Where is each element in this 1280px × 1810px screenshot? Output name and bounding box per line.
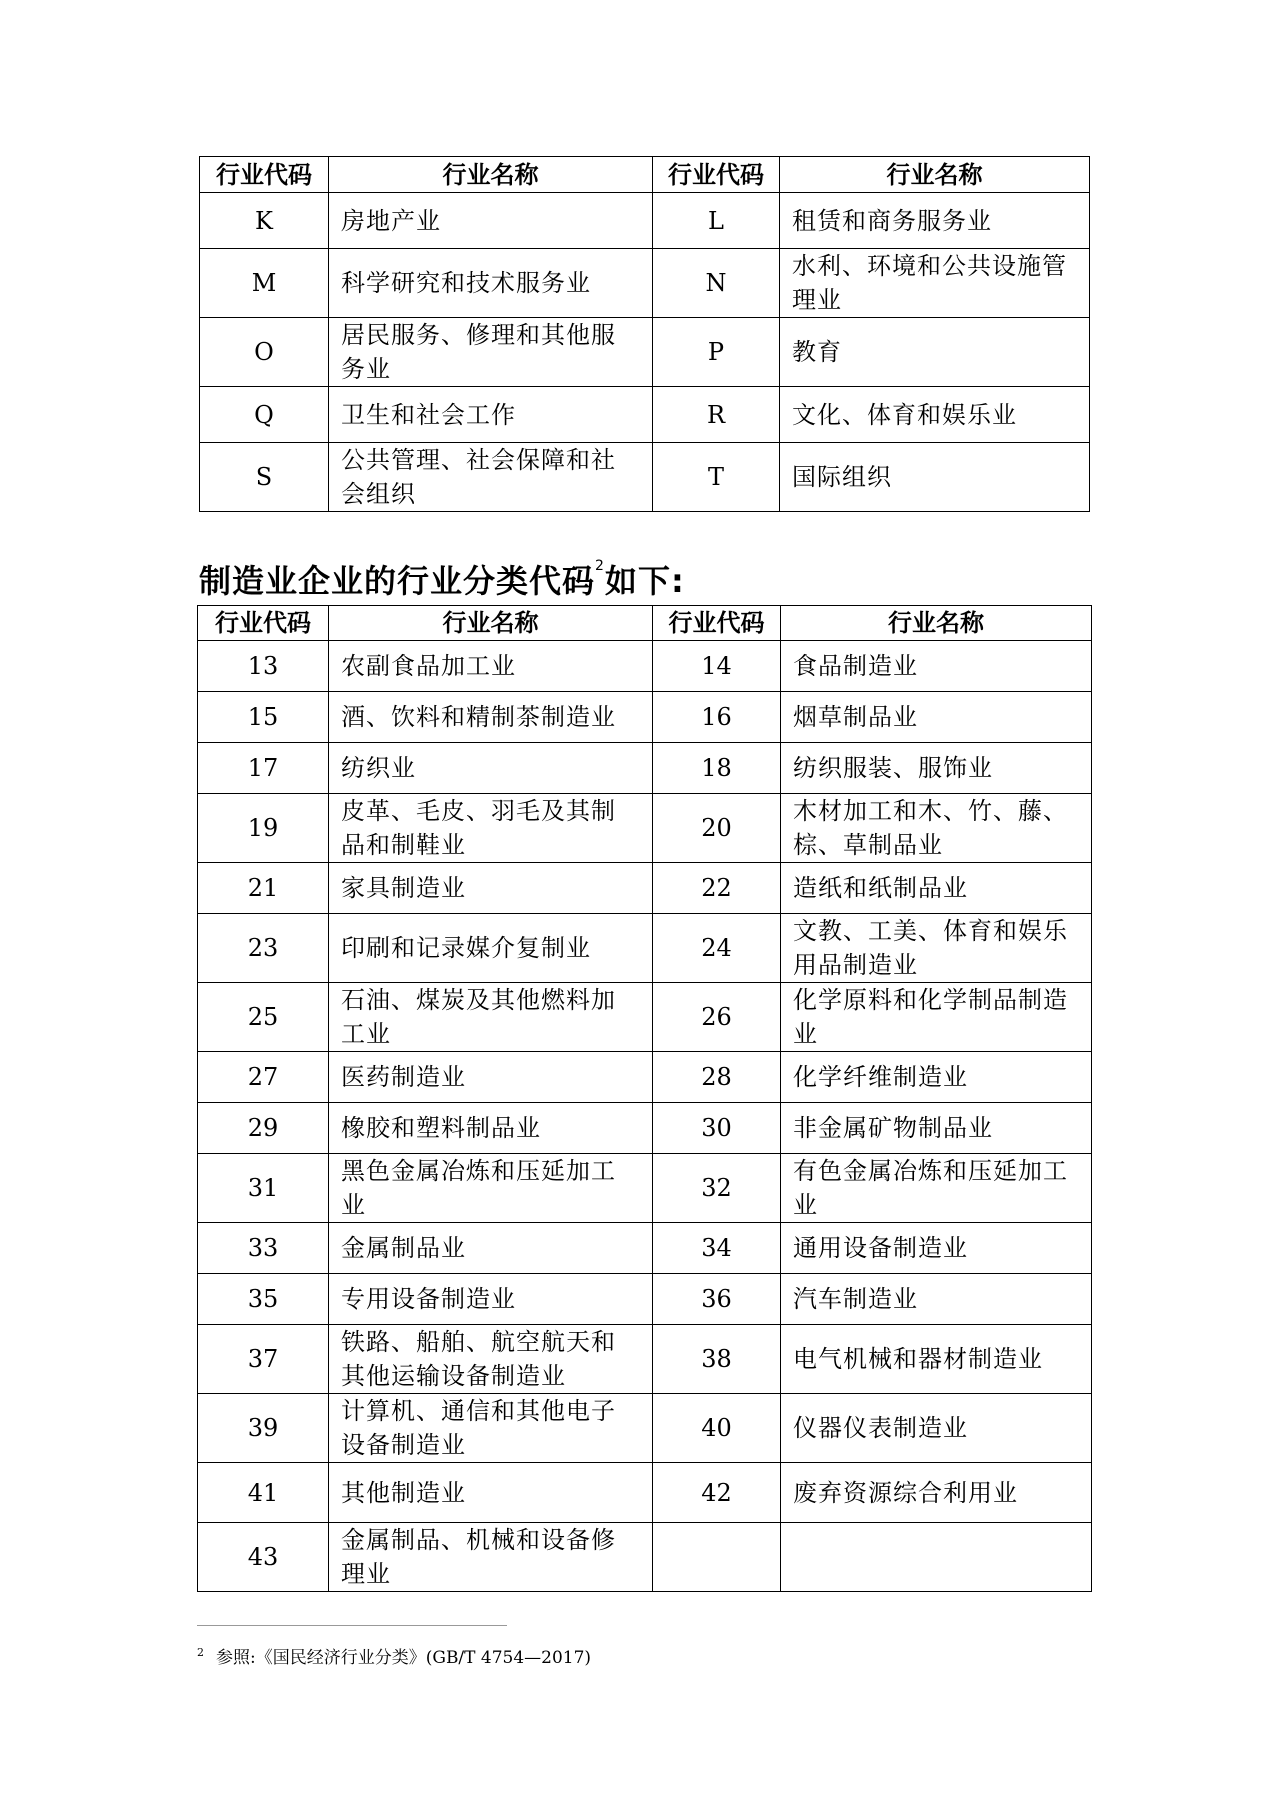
- table-row: [198, 1394, 1092, 1463]
- industry-name-cell: 酒、饮料和精制茶制造业: [329, 692, 653, 743]
- industry-code-cell: 33: [198, 1223, 329, 1274]
- table-row: [198, 1223, 1092, 1274]
- industry-name-cell: 废弃资源综合利用业: [781, 1463, 1092, 1523]
- industry-name-cell: 橡胶和塑料制品业: [329, 1103, 653, 1154]
- table-row: [198, 641, 1092, 692]
- industry-name-cell: 教育: [780, 318, 1090, 387]
- industry-name-cell: 仪器仪表制造业: [781, 1394, 1092, 1463]
- industry-name-cell: 水利、环境和公共设施管理业: [780, 249, 1090, 318]
- industry-code-cell: L: [653, 193, 780, 249]
- industry-code-cell: 17: [198, 743, 329, 794]
- industry-name-cell: 铁路、船舶、航空航天和其他运输设备制造业: [329, 1325, 653, 1394]
- footnote-text: 参照:《国民经济行业分类》(GB/T 4754—2017): [216, 1648, 592, 1668]
- industry-name-cell: 纺织服装、服饰业: [781, 743, 1092, 794]
- industry-code-cell: 22: [653, 863, 781, 914]
- industry-code-cell: T: [653, 443, 780, 512]
- heading-suffix: 如下:: [604, 562, 685, 600]
- table-row: [198, 983, 1092, 1052]
- table-header-row: [200, 157, 1090, 193]
- industry-code-cell: 36: [653, 1274, 781, 1325]
- heading-text: 制造业企业的行业分类代码: [199, 562, 596, 600]
- industry-name-cell: 有色金属冶炼和压延加工业: [781, 1154, 1092, 1223]
- industry-code-cell: R: [653, 387, 780, 443]
- industry-name-cell: 农副食品加工业: [329, 641, 653, 692]
- footnote-ref: 2: [595, 558, 605, 574]
- industry-name-cell: 汽车制造业: [781, 1274, 1092, 1325]
- industry-code-cell: Q: [200, 387, 329, 443]
- table-row: [198, 1103, 1092, 1154]
- industry-code-cell: 31: [198, 1154, 329, 1223]
- industry-name-cell: [781, 1523, 1092, 1592]
- industry-code-cell: 38: [653, 1325, 781, 1394]
- industry-name-cell: 居民服务、修理和其他服务业: [329, 318, 653, 387]
- table-row: [198, 914, 1092, 983]
- table-row: [198, 863, 1092, 914]
- industry-code-cell: 19: [198, 794, 329, 863]
- table-row: [200, 318, 1090, 387]
- industry-name-cell: 电气机械和器材制造业: [781, 1325, 1092, 1394]
- industry-code-table-2: [197, 605, 1092, 1592]
- industry-code-cell: 42: [653, 1463, 781, 1523]
- industry-name-cell: 房地产业: [329, 193, 653, 249]
- industry-name-cell: 文教、工美、体育和娱乐用品制造业: [781, 914, 1092, 983]
- industry-code-cell: N: [653, 249, 780, 318]
- table-row: [200, 387, 1090, 443]
- industry-code-cell: 43: [198, 1523, 329, 1592]
- industry-code-cell: M: [200, 249, 329, 318]
- table-row: [198, 1523, 1092, 1592]
- industry-name-cell: 科学研究和技术服务业: [329, 249, 653, 318]
- table-row: [200, 193, 1090, 249]
- industry-code-cell: O: [200, 318, 329, 387]
- industry-code-cell: 25: [198, 983, 329, 1052]
- industry-name-cell: 食品制造业: [781, 641, 1092, 692]
- table-row: [198, 743, 1092, 794]
- header-code: 行业代码: [653, 606, 781, 641]
- industry-code-table-1: [199, 156, 1090, 512]
- table-row: [198, 1325, 1092, 1394]
- industry-name-cell: 文化、体育和娱乐业: [780, 387, 1090, 443]
- industry-name-cell: 其他制造业: [329, 1463, 653, 1523]
- industry-code-cell: 18: [653, 743, 781, 794]
- industry-name-cell: 金属制品、机械和设备修理业: [329, 1523, 653, 1592]
- industry-code-cell: 30: [653, 1103, 781, 1154]
- table-row: [198, 692, 1092, 743]
- industry-code-cell: 20: [653, 794, 781, 863]
- header-code: 行业代码: [653, 157, 780, 193]
- industry-code-cell: 13: [198, 641, 329, 692]
- industry-name-cell: 黑色金属冶炼和压延加工业: [329, 1154, 653, 1223]
- table-row: [200, 443, 1090, 512]
- industry-code-cell: 40: [653, 1394, 781, 1463]
- industry-name-cell: 国际组织: [780, 443, 1090, 512]
- industry-code-cell: [653, 1523, 781, 1592]
- industry-code-cell: 32: [653, 1154, 781, 1223]
- header-name: 行业名称: [329, 157, 653, 193]
- footnote: [197, 1643, 591, 1668]
- industry-name-cell: 造纸和纸制品业: [781, 863, 1092, 914]
- industry-name-cell: 化学纤维制造业: [781, 1052, 1092, 1103]
- industry-code-cell: 35: [198, 1274, 329, 1325]
- industry-code-cell: 24: [653, 914, 781, 983]
- industry-code-cell: 16: [653, 692, 781, 743]
- industry-name-cell: 医药制造业: [329, 1052, 653, 1103]
- industry-name-cell: 专用设备制造业: [329, 1274, 653, 1325]
- industry-name-cell: 木材加工和木、竹、藤、棕、草制品业: [781, 794, 1092, 863]
- industry-code-cell: 29: [198, 1103, 329, 1154]
- footnote-divider: [197, 1625, 507, 1626]
- industry-code-cell: K: [200, 193, 329, 249]
- header-name: 行业名称: [329, 606, 653, 641]
- industry-name-cell: 印刷和记录媒介复制业: [329, 914, 653, 983]
- industry-code-cell: 14: [653, 641, 781, 692]
- industry-code-cell: 23: [198, 914, 329, 983]
- industry-name-cell: 皮革、毛皮、羽毛及其制品和制鞋业: [329, 794, 653, 863]
- industry-code-cell: 15: [198, 692, 329, 743]
- industry-code-cell: 21: [198, 863, 329, 914]
- industry-name-cell: 石油、煤炭及其他燃料加工业: [329, 983, 653, 1052]
- header-code: 行业代码: [200, 157, 329, 193]
- table-row: [198, 1154, 1092, 1223]
- industry-name-cell: 非金属矿物制品业: [781, 1103, 1092, 1154]
- industry-code-cell: 34: [653, 1223, 781, 1274]
- table-header-row: [198, 606, 1092, 641]
- header-code: 行业代码: [198, 606, 329, 641]
- industry-code-cell: S: [200, 443, 329, 512]
- footnote-mark: 2: [197, 1646, 204, 1660]
- industry-name-cell: 家具制造业: [329, 863, 653, 914]
- industry-name-cell: 烟草制品业: [781, 692, 1092, 743]
- industry-name-cell: 金属制品业: [329, 1223, 653, 1274]
- industry-code-cell: 37: [198, 1325, 329, 1394]
- table-row: [198, 1052, 1092, 1103]
- industry-code-cell: 26: [653, 983, 781, 1052]
- industry-code-cell: 28: [653, 1052, 781, 1103]
- industry-name-cell: 纺织业: [329, 743, 653, 794]
- industry-name-cell: 租赁和商务服务业: [780, 193, 1090, 249]
- table-row: [200, 249, 1090, 318]
- industry-name-cell: 公共管理、社会保障和社会组织: [329, 443, 653, 512]
- industry-code-cell: 41: [198, 1463, 329, 1523]
- industry-name-cell: 化学原料和化学制品制造业: [781, 983, 1092, 1052]
- table-row: [198, 794, 1092, 863]
- table-row: [198, 1274, 1092, 1325]
- table-row: [198, 1463, 1092, 1523]
- industry-code-cell: P: [653, 318, 780, 387]
- industry-code-cell: 39: [198, 1394, 329, 1463]
- section-heading: [199, 556, 685, 602]
- industry-name-cell: 卫生和社会工作: [329, 387, 653, 443]
- header-name: 行业名称: [781, 606, 1092, 641]
- industry-code-cell: 27: [198, 1052, 329, 1103]
- industry-name-cell: 通用设备制造业: [781, 1223, 1092, 1274]
- header-name: 行业名称: [780, 157, 1090, 193]
- industry-name-cell: 计算机、通信和其他电子设备制造业: [329, 1394, 653, 1463]
